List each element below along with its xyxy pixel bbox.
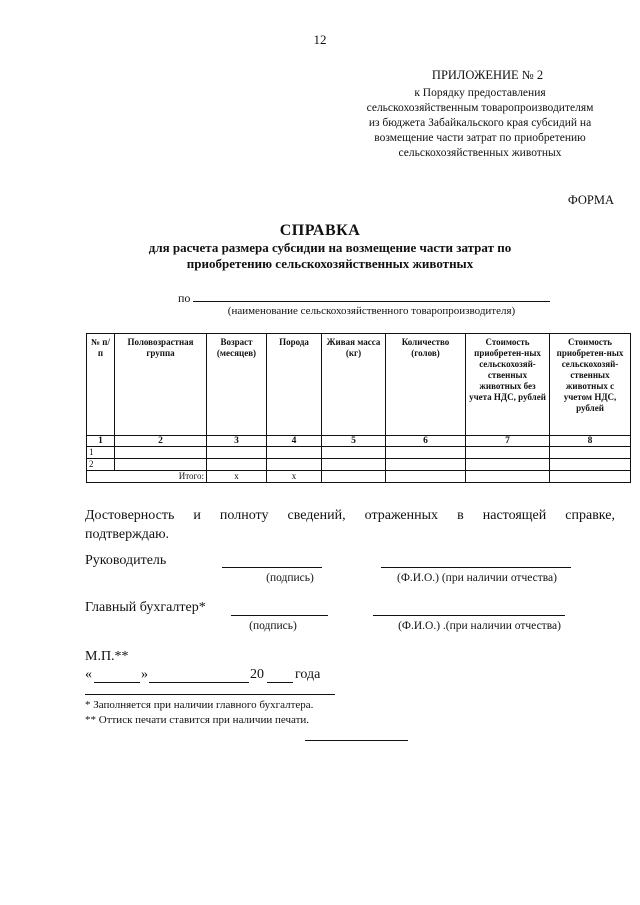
livestock-table [86, 333, 631, 483]
table-cell[interactable] [207, 459, 267, 471]
table-cell[interactable] [550, 447, 631, 459]
attestation-word: Достоверность [85, 508, 175, 523]
appendix-line: к Порядку предоставления [414, 87, 546, 99]
table-cell[interactable] [267, 447, 322, 459]
total-cell[interactable] [322, 471, 386, 483]
appendix-line: возмещение части затрат по приобретению [374, 132, 586, 144]
footnote-divider [85, 694, 335, 695]
date-day-field[interactable] [94, 667, 140, 683]
table-cell[interactable] [267, 459, 322, 471]
column-number: 5 [322, 436, 386, 447]
table-cell[interactable] [322, 459, 386, 471]
total-cell[interactable] [550, 471, 631, 483]
date-open-quote: « [85, 667, 92, 682]
year-suffix: года [295, 667, 321, 682]
director-name-caption: (Ф.И.О.) (при наличии отчества) [397, 572, 557, 584]
director-name-line[interactable] [381, 567, 571, 568]
attestation-word: справке, [565, 508, 615, 523]
total-cell[interactable] [386, 471, 466, 483]
document-subtitle [120, 240, 540, 272]
column-number: 8 [550, 436, 631, 447]
table-cell[interactable] [207, 447, 267, 459]
attestation-word: в [457, 508, 464, 523]
column-header: Стоимость приобретен-ных сельскохозяй-ственных животных с учетом НДС, рублей [550, 334, 631, 436]
date-year-field[interactable] [267, 667, 293, 683]
end-divider [305, 740, 408, 741]
column-number: 4 [267, 436, 322, 447]
chief-accountant-label: Главный бухгалтер* [85, 600, 206, 615]
attestation-word: отраженных [364, 508, 439, 523]
column-header: Живая масса (кг) [322, 334, 386, 436]
table-cell[interactable] [115, 459, 207, 471]
appendix-line: из бюджета Забайкальского края субсидий на [368, 117, 592, 129]
form-label: ФОРМА [567, 193, 614, 207]
date-month-field[interactable] [149, 667, 249, 683]
table-cell[interactable] [466, 447, 550, 459]
table-cell[interactable] [466, 459, 550, 471]
row-number: 2 [87, 459, 115, 471]
total-breed-cell: х [267, 471, 322, 483]
accountant-name-caption: (Ф.И.О.) .(при наличии отчества) [398, 620, 561, 632]
stamp-label: М.П.** [85, 649, 129, 664]
attestation-word: сведений, [287, 508, 346, 523]
column-header: Возраст (месяцев) [207, 334, 267, 436]
appendix-line: сельскохозяйственным товаропроизводителям [366, 102, 594, 114]
producer-name-line[interactable] [193, 301, 550, 302]
table-cell[interactable] [386, 447, 466, 459]
accountant-name-line[interactable] [373, 615, 565, 616]
column-header: Порода [267, 334, 322, 436]
page-number: 12 [313, 32, 327, 47]
column-header: Стоимость приобретен-ных сельскохозяй-ственных животных без учета НДС, рублей [466, 334, 550, 436]
subtitle-line: приобретению сельскохозяйственных животных [186, 256, 474, 271]
appendix-line: сельскохозяйственных животных [398, 147, 562, 159]
table-header-row [87, 334, 631, 436]
attestation-line: подтверждаю. [85, 527, 170, 542]
director-signature-line[interactable] [222, 567, 322, 568]
date-line [85, 667, 345, 685]
date-close-quote: » [141, 667, 148, 682]
table-row [87, 459, 631, 471]
director-signature-caption: (подпись) [266, 572, 314, 584]
footnote: ** Оттиск печати ставится при наличии печати. [85, 714, 310, 726]
footnote: * Заполняется при наличии главного бухгалтера. [85, 699, 314, 711]
director-label: Руководитель [85, 553, 167, 568]
total-age-cell: х [207, 471, 267, 483]
column-header: Количество (голов) [386, 334, 466, 436]
document-title: СПРАВКА [279, 222, 361, 239]
column-number: 7 [466, 436, 550, 447]
year-prefix: 20 [250, 667, 264, 682]
attestation-word: и [193, 508, 201, 523]
total-label: Итого: [87, 471, 207, 483]
total-cell[interactable] [466, 471, 550, 483]
row-number: 1 [87, 447, 115, 459]
table-row [87, 447, 631, 459]
table-cell[interactable] [322, 447, 386, 459]
column-number: 2 [115, 436, 207, 447]
subtitle-line: для расчета размера субсидии на возмещение части затрат по [148, 240, 512, 255]
column-header: № п/п [87, 334, 115, 436]
attestation-text [85, 506, 615, 544]
table-cell[interactable] [550, 459, 631, 471]
producer-caption: (наименование сельскохозяйственного товаропроизводителя) [227, 305, 516, 317]
attestation-line [85, 506, 615, 525]
accountant-signature-caption: (подпись) [249, 620, 297, 632]
table-cell[interactable] [115, 447, 207, 459]
column-number: 1 [87, 436, 115, 447]
table-cell[interactable] [386, 459, 466, 471]
attestation-word: полноту [219, 508, 269, 523]
column-number: 6 [386, 436, 466, 447]
attestation-word: настоящей [482, 508, 547, 523]
appendix-title: ПРИЛОЖЕНИЕ № 2 [431, 68, 544, 82]
accountant-signature-line[interactable] [231, 615, 328, 616]
table-total-row [87, 471, 631, 483]
producer-prefix: по [178, 291, 191, 305]
column-number: 3 [207, 436, 267, 447]
appendix-description [330, 86, 630, 161]
column-header: Половозрастная группа [115, 334, 207, 436]
column-number-row [87, 436, 631, 447]
